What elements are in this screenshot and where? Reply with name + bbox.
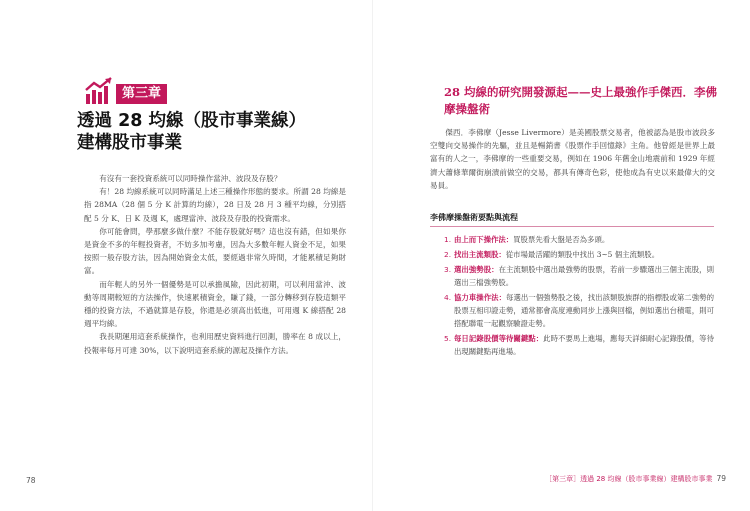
left-body-text — [84, 172, 346, 357]
step-keyword: 由上而下操作法： — [454, 235, 514, 245]
chapter-badge — [84, 72, 342, 106]
step-number: 5. — [444, 334, 452, 344]
list-item — [444, 332, 714, 358]
step-keyword: 協力車操作法： — [454, 293, 507, 303]
step-number: 3. — [444, 265, 452, 275]
step-text: 在主流類股中選出最強勢的股票，若前一步驟選出三個主流股，則選出三檔強勢股。 — [454, 265, 714, 288]
left-page — [22, 72, 346, 357]
step-number: 2. — [444, 250, 452, 260]
paragraph: 而年輕人的另外一個優勢是可以承擔風險，因此初期，可以利用當沖、波動等周期較短的方法操作，快速累積資金，賺了錢，一部分轉移到存股這類平穩的投資方法，不過就算是存股，你還是必須高出低進，可用週 K 線搭配 28 週平均線。 — [84, 279, 346, 329]
page-number-right: 79 — [716, 474, 726, 483]
list-item — [444, 291, 714, 330]
steps-list — [444, 233, 714, 358]
right-page — [392, 72, 722, 360]
rising-bar-chart-icon — [84, 76, 114, 106]
paragraph: 你可能會問，學那麼多做什麼？不能存股就好嗎？這也沒有錯，但如果你是資金不多的年輕投資者，不妨多加考慮，因為大多數年輕人資金不足，如果按照一般存股方法，因為開始資金太低，要經過非常久時間，才能累積足夠財富。 — [84, 226, 346, 276]
steps-divider — [430, 226, 714, 227]
list-item — [444, 263, 714, 289]
running-header-text: ［第三章］透過 28 均線（股市事業線）建構股市事業 — [545, 475, 713, 483]
step-text: 每選出一個強勢股之後，找出該類股族群的指標股或第二強勢的股票互相印證走勢，通常都會高度連動同步上漲與回檔，例如選出台積電，則可搭配聯電一起觀察驗證走勢。 — [454, 293, 714, 329]
list-item — [444, 248, 714, 261]
step-text: 此時不要馬上進場，應每天詳細耐心記錄股價，等待出現關鍵點再進場。 — [454, 334, 714, 357]
page-number-left: 78 — [26, 476, 36, 485]
chapter-label: 第三章 — [116, 84, 167, 104]
step-keyword: 每日記錄股價等待關鍵點： — [454, 334, 544, 344]
step-number: 1. — [444, 235, 452, 245]
step-keyword: 選出強勢股： — [454, 265, 499, 275]
steps-title: 李佛摩操盤術要點與流程 — [430, 213, 518, 223]
step-text: 買股票先看大盤是否為多頭。 — [513, 235, 610, 245]
paragraph: 有！28 均線系統可以同時滿足上述三種操作形態的要求。所謂 28 均線是指 28MA（28 個 5 分 K 計算的均線），28 日及 28 月 3 種平均線，分別搭配 5 分 K、日 K 及週 K，處理當沖、波段及存股的投資需求。 — [84, 187, 346, 223]
step-number: 4. — [444, 293, 452, 303]
chapter-title — [77, 110, 342, 154]
intro-paragraph: 傑西．李佛摩（Jesse Livermore）是美國股票交易者，他被認為是股市波段多空雙向交易操作的先驅，並且是暢銷書《股票作手回憶錄》主角。他曾經是世界上最富有的人之一，李佛摩的一些重要交易，例如在 1906 年舊金山地震前和 1929 年經濟大蕭條華爾街崩潰前做空的交易，都具有傳奇色彩，使他成為有史以來最偉大的交易員。 — [430, 128, 715, 190]
chapter-title-line1: 透過 28 均線（股市事業線） — [77, 111, 307, 131]
step-text: 從市場最活躍的類股中找出 3~5 個主流類股。 — [505, 250, 660, 260]
paragraph: 我長期運用這套系統操作，也利用歷史資料進行回測，勝率在 8 成以上，投報率每月可達 30%，以下說明這套系統的源起及操作方法。 — [84, 332, 346, 355]
section-heading: 28 均線的研究開發源起——史上最強作手傑西．李佛摩操盤術 — [444, 85, 718, 116]
chapter-title-line2: 建構股市事業 — [77, 133, 182, 153]
page-gutter — [372, 0, 373, 511]
paragraph: 有沒有一套投資系統可以同時操作當沖、波段及存股？ — [99, 174, 282, 183]
list-item — [444, 233, 714, 246]
step-keyword: 找出主流類股： — [454, 250, 506, 260]
running-footer — [545, 474, 726, 484]
